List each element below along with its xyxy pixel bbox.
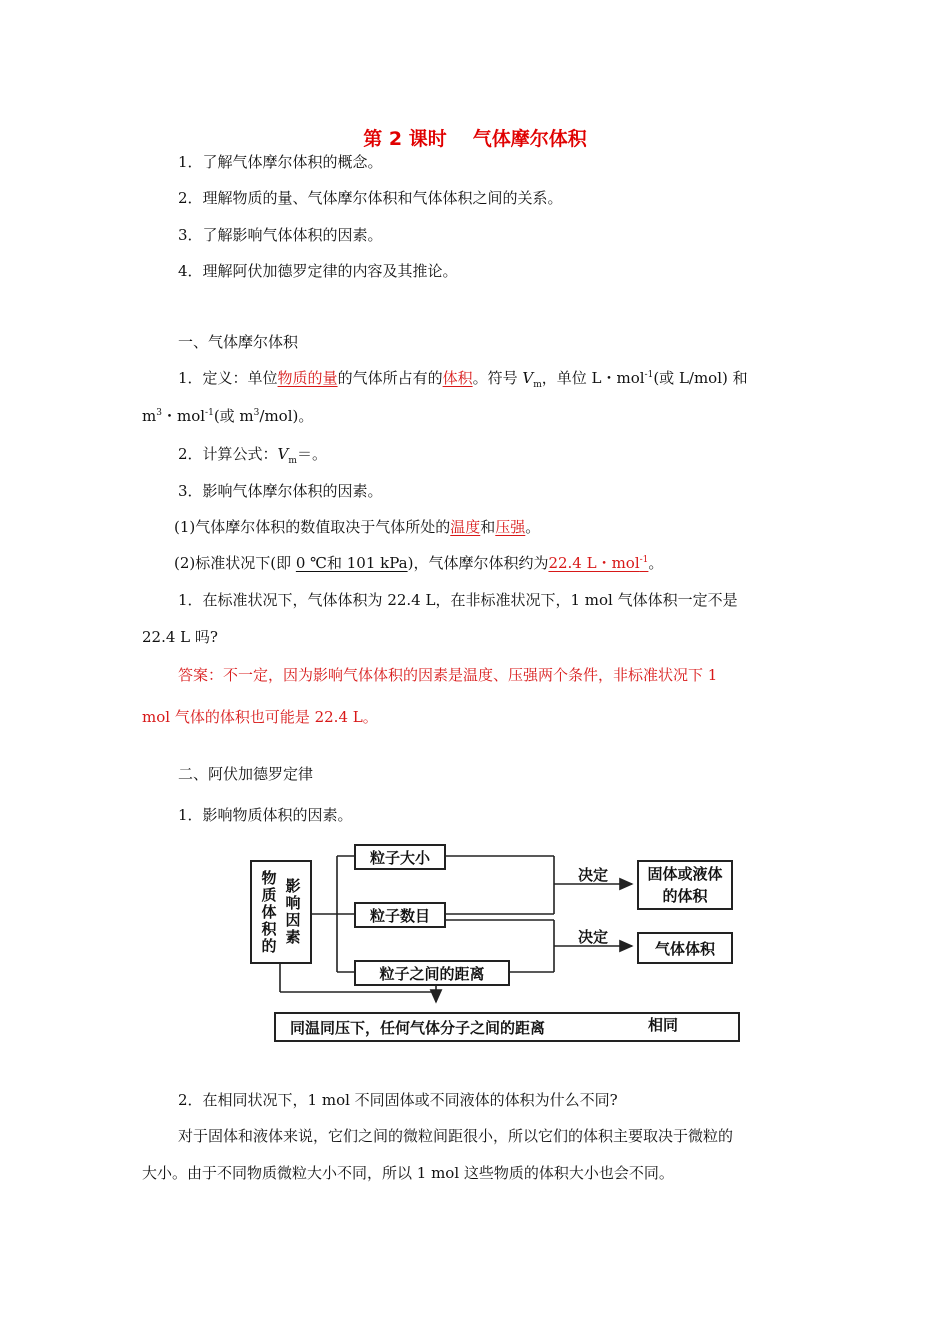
blank-volume: 体积	[442, 369, 473, 387]
bottom-conclusion-box: 同温同压下，任何气体分子之间的距离	[274, 1012, 740, 1042]
objective-4: 4．理解阿伏加德罗定律的内容及其推论。	[178, 262, 458, 280]
blank-molar-volume: 22.4 L・mol$^{-1}$	[548, 554, 649, 572]
factor-particle-distance: 粒子之间的距离	[354, 960, 510, 986]
objective-3: 3．了解影响气体体积的因素。	[178, 226, 383, 244]
bottom-fill-answer: 相同	[648, 1016, 679, 1034]
explanation-line-1: 对于固体和液体来说，它们之间的微粒间距很小，所以它们的体积主要取决于微粒的	[178, 1127, 734, 1145]
section2-heading: 二、阿伏加德罗定律	[178, 765, 314, 783]
explanation-line-2: 大小。由于不同物质微粒大小不同，所以 1 mol 这些物质的体积大小也会不同。	[142, 1164, 674, 1182]
factor-particle-size: 粒子大小	[354, 844, 446, 870]
question-1-line-2: 22.4 L 吗?	[142, 628, 218, 646]
factor-1-line: (1)气体摩尔体积的数值取决于气体所处的温度和压强。	[174, 518, 541, 536]
section2-item-1: 1．影响物质体积的因素。	[178, 806, 353, 824]
diagram-left-box: 影响因素 物质体积的	[250, 860, 312, 964]
blank-amount-of-substance: 物质的量	[277, 369, 338, 387]
definition-line-2: $m^3$・mol$^{-1}$(或 $m^3/mol$)。	[142, 407, 314, 425]
answer-line-2: mol 气体的体积也可能是 22.4 L。	[142, 708, 378, 726]
answer-line-1: 答案：不一定，因为影响气体体积的因素是温度、压强两个条件，非标准状况下 1	[178, 666, 718, 684]
question-2-line: 2．在相同状况下，1 mol 不同固体或不同液体的体积为什么不同?	[178, 1091, 618, 1109]
decide-label-1: 决定	[578, 866, 609, 884]
definition-line-1: 1．定义：单位物质的量的气体所占有的体积。符号 $V_m$，单位 L・mol$^{-1}$(或 L/mol) 和	[178, 369, 748, 390]
section1-heading: 一、气体摩尔体积	[178, 333, 299, 351]
objective-1: 1．了解气体摩尔体积的概念。	[178, 153, 383, 171]
result-gas-volume: 气体体积	[637, 932, 733, 964]
result-solid-liquid-volume: 固体或液体的体积	[637, 860, 733, 910]
factors-line: 3．影响气体摩尔体积的因素。	[178, 482, 383, 500]
page-title: 第 2 课时 气体摩尔体积	[363, 128, 587, 150]
blank-stp: 0 ℃和 101 kPa	[295, 554, 408, 572]
blank-pressure: 压强	[495, 518, 526, 536]
volume-factors-diagram	[240, 842, 750, 1047]
blank-temperature: 温度	[450, 518, 481, 536]
decide-label-2: 决定	[578, 928, 609, 946]
formula-line: 2．计算公式：$V_m=$。	[178, 445, 327, 466]
factor-2-line: (2)标准状况下(即 0 ℃和 101 kPa)，气体摩尔体积约为22.4 L・mol$^{-1}$。	[174, 554, 664, 572]
question-1-line-1: 1．在标准状况下，气体体积为 22.4 L，在非标准状况下，1 mol 气体体积一定不是	[178, 591, 738, 609]
factor-particle-count: 粒子数目	[354, 902, 446, 928]
objective-2: 2．理解物质的量、气体摩尔体积和气体体积之间的关系。	[178, 189, 563, 207]
